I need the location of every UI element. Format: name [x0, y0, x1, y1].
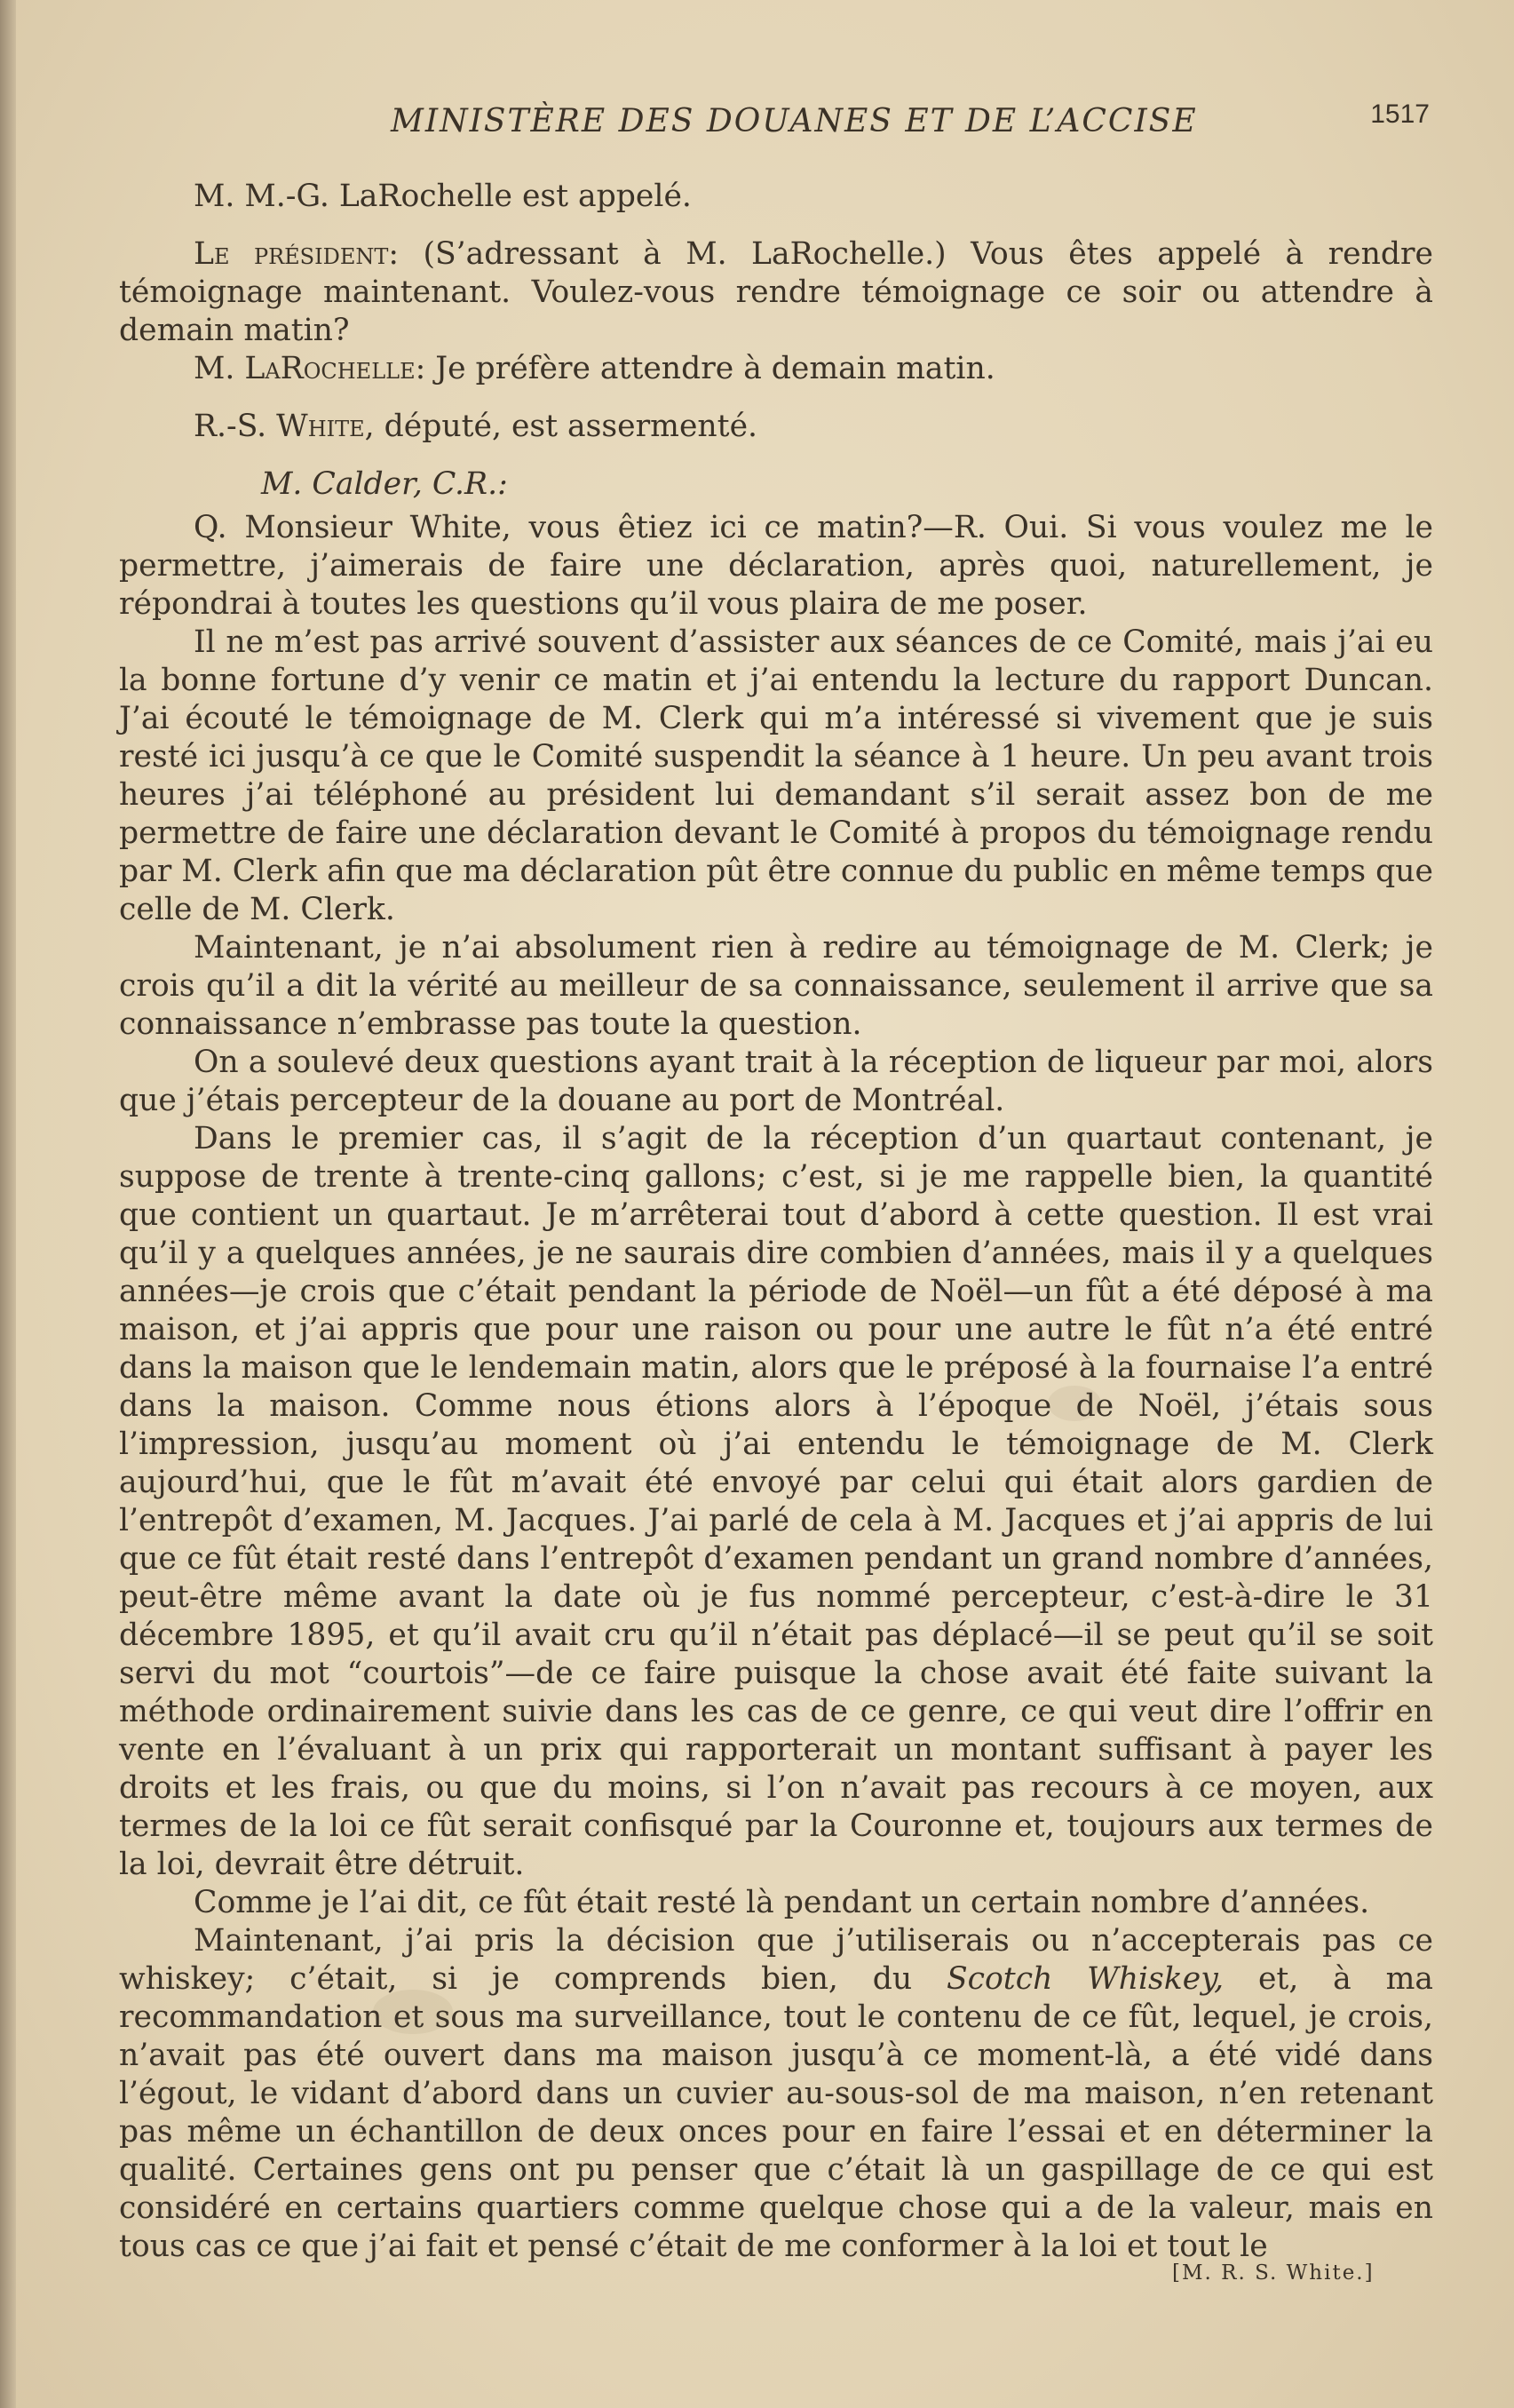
paragraph-larochelle-reply: M. LaRochelle: Je préfère attendre à demain matin. — [194, 351, 995, 386]
page-number: 1517 — [1370, 99, 1430, 129]
paragraph-first-case: Dans le premier cas, il s’agit de la réception d’un quartaut contenant, je suppose de trente à trente-cinq gallons; c’est, si je me rappelle bien, la quantité que contient un quartaut. Je m’arrêterai tout d’abord à cette question. Il est vrai qu’il y a quelques années, je ne saurais dire combien d’années, mais il y a quelques années—je crois que c’était pendant la période de Noël—un fût a été déposé à ma maison, et j’ai appris que pour une raison ou pour une autre le fût n’a été entré dans la maison que le lendemain matin, alors que le préposé à la fournaise l’a entré dans la maison. Comme nous étions alors à l’époque de Noël, j’étais sous l’impression, jusqu’au moment où j’ai entendu le témoignage de M. Clerk aujourd’hui, que le fût m’avait été envoyé par celui qui était alors gardien de l’entrepôt d’examen, M. Jacques. J’ai parlé de cela à M. Jacques et j’ai appris de lui que ce fût était resté dans l’entrepôt d’examen pendant un grand nombre d’années, peut-être même avant la date où je fus nommé percepteur, c’est-à-dire le 31 décembre 1895, et qu’il avait cru qu’il n’était pas déplacé—il se peut qu’il se soit servi du mot “courtois”—de ce faire puisque la chose avait été faite suivant la méthode ordinairement suivie dans les cas de ce genre, ce qui veut dire l’offrir en vente en l’évaluant à un prix qui rapporterait un montant suffisant à payer les droits et les frais, ou que du moins, si l’on n’avait pas recours à ce moyen, aux termes de la loi ce fût serait confisqué par la Couronne et, toujours aux termes de la loi, devrait être détruit. — [119, 1121, 1433, 1882]
examiner-heading: M. Calder, C.R.: — [261, 466, 508, 502]
paragraph-president: Le président: (S’adressant à M. LaRochelle.) Vous êtes appelé à rendre témoignage maintenant. Voulez-vous rendre témoignage ce soir ou attendre à demain matin? — [119, 236, 1434, 348]
paragraph-white-sworn: R.-S. White, député, est assermenté. — [194, 409, 758, 444]
catchword: [M. R. S. White.] — [1172, 2261, 1375, 2285]
paragraph-larochelle-called: M. M.-G. LaRochelle est appelé. — [194, 179, 692, 214]
paragraph-statement: Il ne m’est pas arrivé souvent d’assister aux séances de ce Comité, mais j’ai eu la bonne fortune d’y venir ce matin et j’ai entendu la lecture du rapport Duncan. J’ai écouté le témoignage de M. Clerk qui m’a intéressé si vivement que je suis resté ici jusqu’à ce que le Comité suspendit la séance à 1 heure. Un peu avant trois heures j’ai téléphoné au président lui demandant s’il serait assez bon de me permettre de faire une déclaration devant le Comité à propos du témoignage rendu par M. Clerk afin que ma déclaration pût être connue du public en même temps que celle de M. Clerk. — [119, 624, 1433, 927]
speaker-president: Le président: — [194, 236, 400, 272]
paragraph-two-questions: On a soulevé deux questions ayant trait à la réception de liqueur par moi, alors que j’étais percepteur de la douane au port de Montréal. — [119, 1045, 1433, 1118]
speaker-larochelle: M. LaRochelle: — [194, 351, 426, 386]
page-header — [391, 99, 1430, 153]
paragraph-clerk: Maintenant, je n’ai absolument rien à redire au témoignage de M. Clerk; je crois qu’il a dit la vérité au meilleur de sa connaissance, seulement il arrive que sa connaissance n’embrasse pas toute la question. — [119, 930, 1433, 1042]
paragraph-years: Comme je l’ai dit, ce fût était resté là pendant un certain nombre d’années. — [194, 1885, 1370, 1920]
witness-name: R.-S. White, — [194, 409, 375, 444]
page-spine-shadow — [0, 0, 16, 2408]
running-title: MINISTÈRE DES DOUANES ET DE L’ACCISE — [391, 103, 1198, 139]
paragraph-decision: Maintenant, j’ai pris la décision que j’utiliserais ou n’accepterais pas ce whiskey; c’était, si je comprends bien, du Scotch Whiskey, et, à ma recommandation et sous ma surveillance, tout le contenu de ce fût, lequel, je crois, n’avait pas été ouvert dans ma maison jusqu’à ce moment-là, a été vidé dans l’égout, le vidant d’abord dans un cuvier au-sous-sol de ma maison, n’en retenant pas même un échantillon de deux onces pour en faire l’essai et en déterminer la qualité. Certaines gens ont pu penser que c’était là un gaspillage de ce qui est considéré en certains quartiers comme quelque chose qui a de la valeur, mais en tous cas ce que j’ai fait et pensé c’était de me conformer à la loi et tout le — [119, 1923, 1434, 2264]
paragraph-question: Q. Monsieur White, vous êtiez ici ce matin?—R. Oui. Si vous voulez me le permettre, j’aimerais de faire une déclaration, après quoi, naturellement, je répondrai à toutes les questions qu’il vous plaira de me poser. — [119, 510, 1433, 622]
body-text — [119, 178, 1433, 2266]
